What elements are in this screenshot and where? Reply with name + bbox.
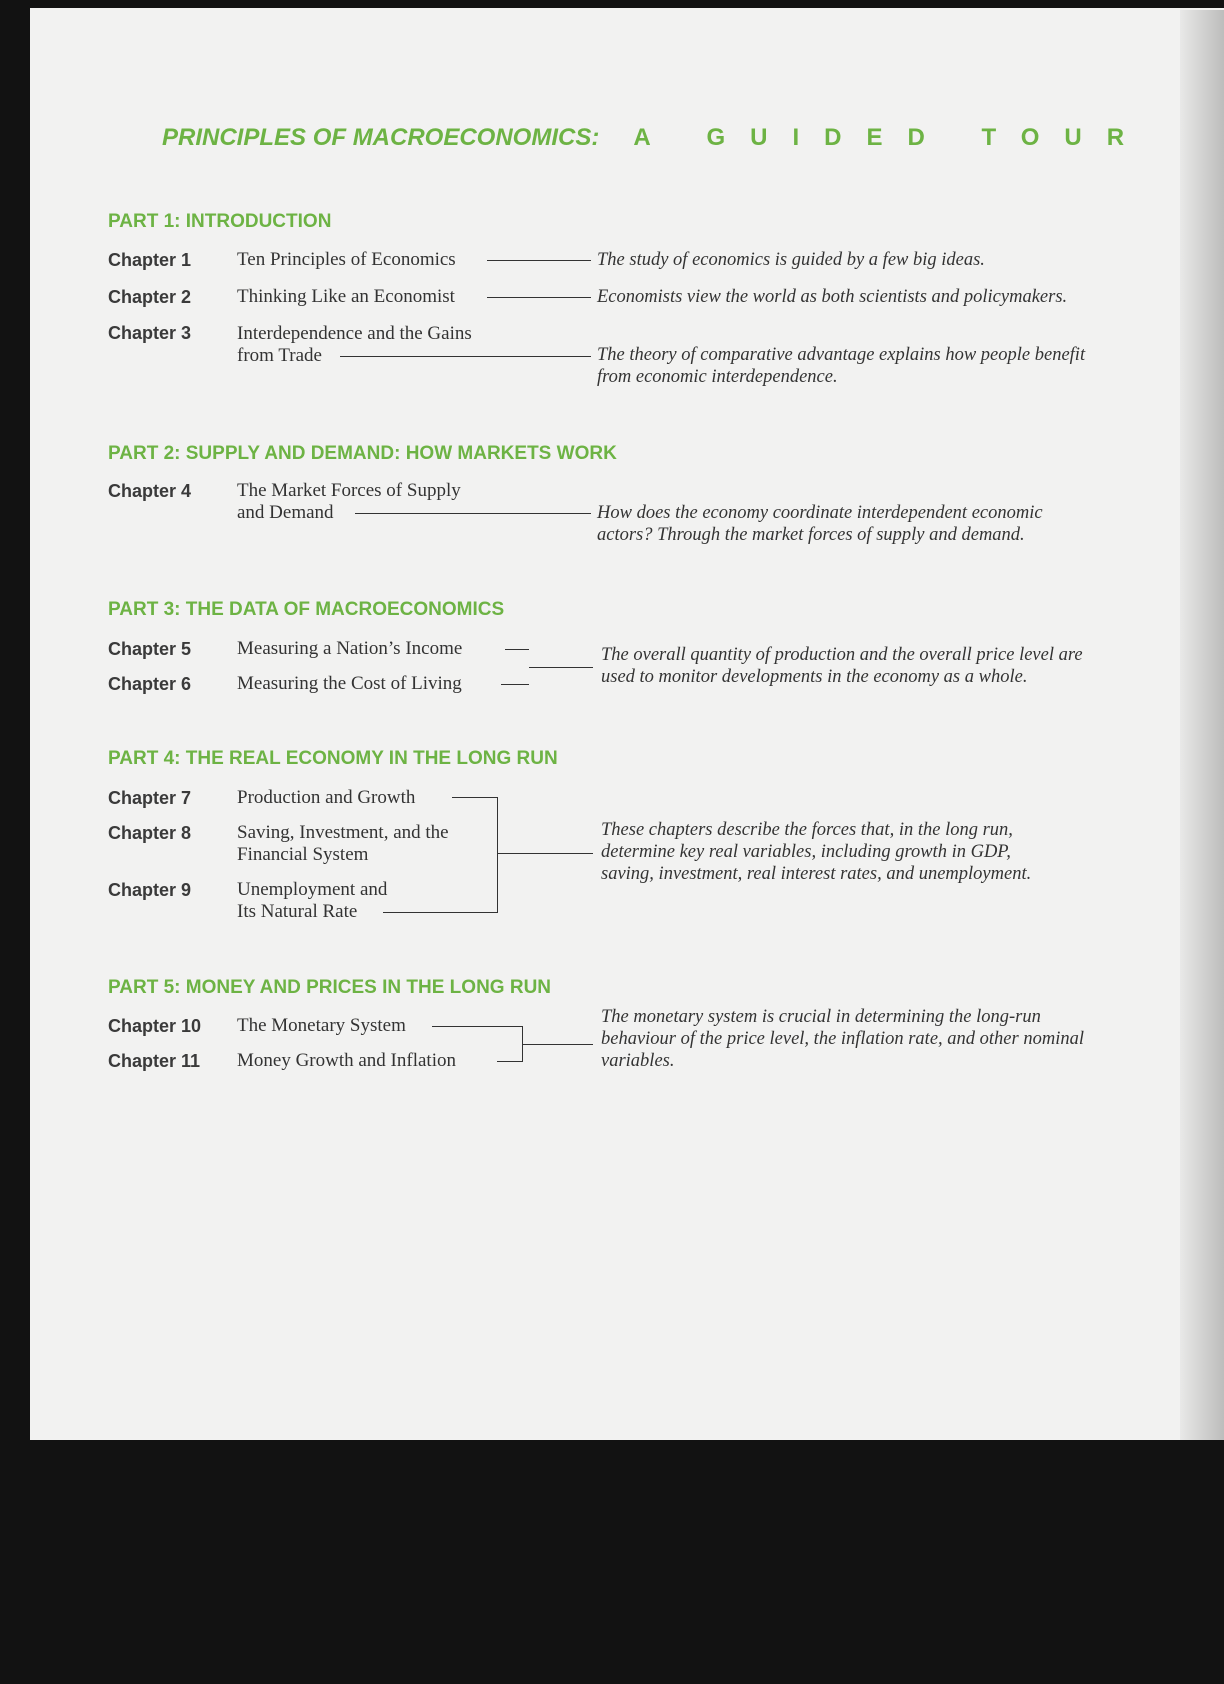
part-2-description-line2: actors? Through the market forces of supply and demand. [597, 525, 1025, 545]
part-3-heading: PART 3: THE DATA OF MACROECONOMICS [108, 599, 505, 620]
part-5-description-line3: variables. [601, 1051, 675, 1071]
chapter-7-title: Production and Growth [237, 787, 416, 808]
part-4-heading: PART 4: THE REAL ECONOMY IN THE LONG RUN [108, 748, 558, 769]
chapter-4-title-line1: The Market Forces of Supply [237, 480, 461, 501]
chapter-4-label: Chapter 4 [108, 481, 192, 501]
part-1-heading: PART 1: INTRODUCTION [108, 211, 332, 232]
chapter-9-title-line1: Unemployment and [237, 879, 388, 900]
chapter-8-title-line1: Saving, Investment, and the [237, 822, 449, 843]
chapter-10-title: The Monetary System [237, 1015, 406, 1036]
chapter-2-description: Economists view the world as both scientists and policymakers. [597, 287, 1068, 307]
chapter-10-connector [432, 1026, 522, 1027]
part-3-description-line1: The overall quantity of production and the overall price level are [601, 645, 1083, 665]
title-guided-tour: A GUIDED TOUR [633, 124, 1150, 151]
part-5-heading: PART 5: MONEY AND PRICES IN THE LONG RUN [108, 977, 552, 998]
chapter-6-connector [501, 684, 529, 685]
part-5-description-line2: behaviour of the price level, the inflation rate, and other nominal [601, 1029, 1084, 1049]
page-edge-shadow [1180, 10, 1224, 1440]
chapter-6-label: Chapter 6 [108, 674, 192, 694]
part-4-description-line2: determine key real variables, including growth in GDP, [601, 842, 1011, 862]
chapter-9-label: Chapter 9 [108, 880, 192, 900]
part-5-description-line1: The monetary system is crucial in determining the long-run [601, 1007, 1041, 1027]
chapter-3-description-line1: The theory of comparative advantage explains how people benefit [597, 345, 1086, 365]
chapter-9-title-line2: Its Natural Rate [237, 901, 358, 922]
chapter-3-label: Chapter 3 [108, 323, 192, 343]
chapter-2-title: Thinking Like an Economist [237, 286, 455, 307]
chapter-11-title: Money Growth and Inflation [237, 1050, 456, 1071]
chapter-7-connector [452, 797, 497, 798]
part-3-description-line2: used to monitor developments in the economy as a whole. [601, 667, 1028, 687]
chapter-6-title: Measuring the Cost of Living [237, 673, 462, 694]
chapter-7-label: Chapter 7 [108, 788, 192, 808]
chapter-9-connector [383, 912, 497, 913]
chapter-3-title-line1: Interdependence and the Gains [237, 323, 472, 344]
chapter-3-connector [340, 356, 591, 357]
chapter-2-connector [487, 297, 591, 298]
part-4-bracket-line [497, 853, 593, 854]
title-main: PRINCIPLES OF MACROECONOMICS: [162, 124, 600, 151]
chapter-10-label: Chapter 10 [108, 1016, 202, 1036]
part-2-heading: PART 2: SUPPLY AND DEMAND: HOW MARKETS WORK [108, 443, 617, 464]
part-4-description-line1: These chapters describe the forces that, in the long run, [601, 820, 1013, 840]
chapter-1-connector [487, 260, 591, 261]
chapter-3-description-line2: from economic interdependence. [597, 367, 838, 387]
chapter-1-description: The study of economics is guided by a few big ideas. [597, 250, 985, 270]
chapter-4-connector [355, 513, 591, 514]
chapter-5-label: Chapter 5 [108, 639, 192, 659]
page-title [162, 124, 1149, 152]
chapter-8-label: Chapter 8 [108, 823, 192, 843]
chapter-8-title-line2: Financial System [237, 844, 369, 865]
part-2-description-line1: How does the economy coordinate interdependent economic [597, 503, 1043, 523]
chapter-1-label: Chapter 1 [108, 250, 192, 270]
chapter-3-title-line2: from Trade [237, 345, 322, 366]
part-3-bracket-line [529, 667, 593, 668]
part-4-description-line3: saving, investment, real interest rates, and unemployment. [601, 864, 1032, 884]
chapter-11-connector [497, 1061, 522, 1062]
chapter-11-label: Chapter 11 [108, 1051, 201, 1071]
chapter-4-title-line2: and Demand [237, 502, 334, 523]
chapter-1-title: Ten Principles of Economics [237, 249, 456, 270]
chapter-5-title: Measuring a Nation’s Income [237, 638, 463, 659]
part-5-bracket-line [522, 1044, 593, 1045]
chapter-2-label: Chapter 2 [108, 287, 192, 307]
part-4-bracket [497, 797, 498, 913]
chapter-5-connector [505, 649, 529, 650]
